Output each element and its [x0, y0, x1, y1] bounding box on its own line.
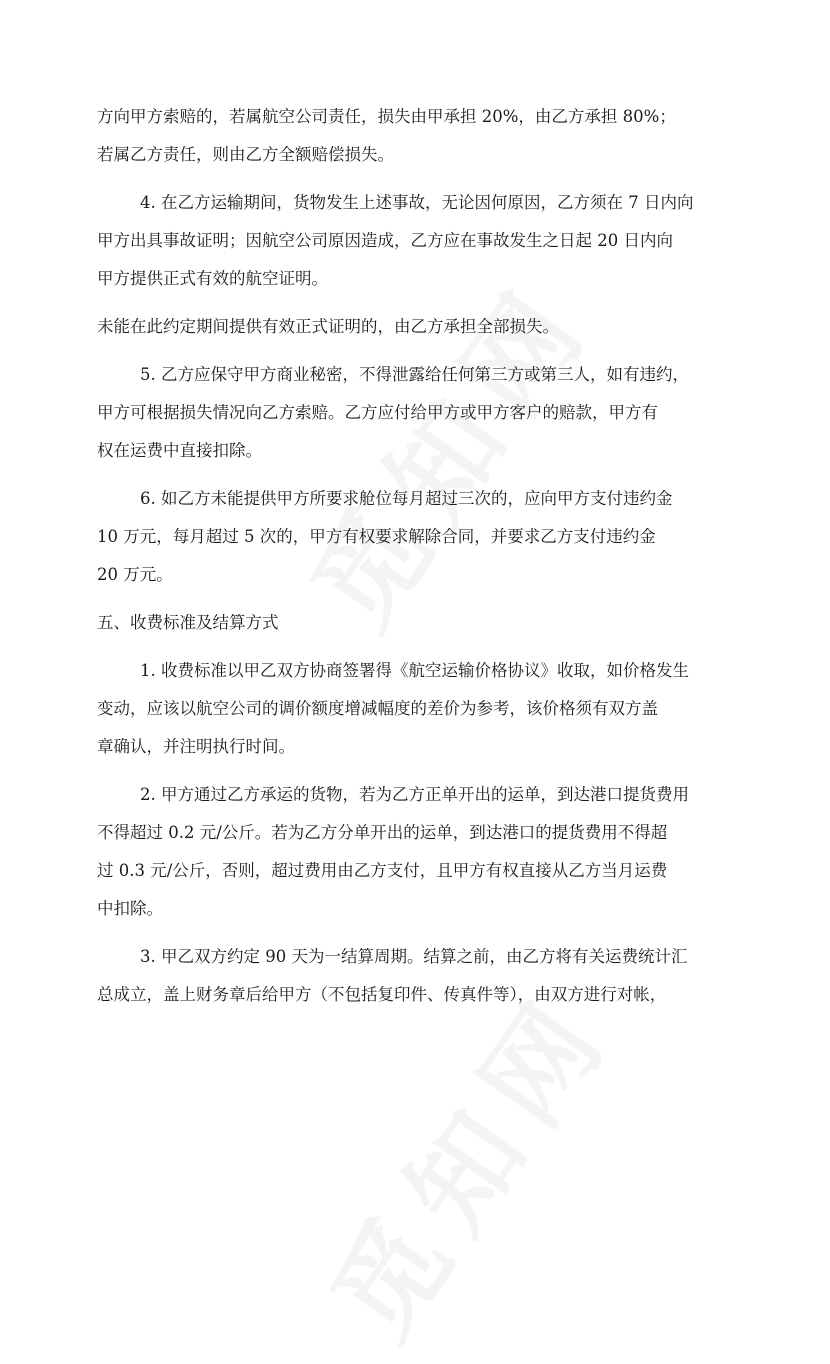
clause-item-5: 5. 乙方应保守甲方商业秘密，不得泄露给任何第三方或第三人，如有违约， [140, 365, 689, 384]
text-line: 方向甲方索赔的，若属航空公司责任，损失由甲承担 20%，由乙方承担 80%； [97, 107, 676, 126]
document-body [97, 98, 737, 1014]
text-line: 中扣除。 [97, 899, 163, 918]
clause-item-2: 2. 甲方通过乙方承运的货物，若为乙方正单开出的运单，到达港口提货费用 [140, 785, 689, 804]
text-line: 20 万元。 [97, 565, 173, 584]
text-line: 总成立，盖上财务章后给甲方（不包括复印件、传真件等），由双方进行对帐， [97, 985, 667, 1004]
text-line: 若属乙方责任，则由乙方全额赔偿损失。 [97, 145, 394, 164]
watermark [288, 954, 641, 1364]
text-line: 10 万元，每月超过 5 次的，甲方有权要求解除合同，并要求乙方支付违约金 [97, 527, 656, 546]
text-line: 权在运费中直接扣除。 [97, 441, 262, 460]
section-heading: 五、收费标准及结算方式 [97, 613, 279, 632]
clause-item-4: 4. 在乙方运输期间，货物发生上述事故，无论因何原因，乙方须在 7 日内向 [140, 193, 694, 212]
text-line: 变动，应该以航空公司的调价额度增减幅度的差价为参考，该价格须有双方盖 [97, 699, 658, 718]
clause-item-3: 3. 甲乙双方约定 90 天为一结算周期。结算之前，由乙方将有关运费统计汇 [140, 947, 688, 966]
clause-item-1: 1. 收费标准以甲乙双方协商签署得《航空运输价格协议》收取，如价格发生 [140, 661, 689, 680]
text-line: 甲方出具事故证明；因航空公司原因造成，乙方应在事故发生之日起 20 日内向 [97, 231, 673, 250]
text-line: 章确认，并注明执行时间。 [97, 737, 295, 756]
text-line: 甲方可根据损失情况向乙方索赔。乙方应付给甲方或甲方客户的赔款，甲方有 [97, 403, 658, 422]
text-line: 甲方提供正式有效的航空证明。 [97, 269, 328, 288]
clause-item-6: 6. 如乙方未能提供甲方所要求舱位每月超过三次的，应向甲方支付违约金 [140, 489, 673, 508]
text-line: 未能在此约定期间提供有效正式证明的，由乙方承担全部损失。 [97, 317, 559, 336]
text-line: 过 0.3 元/公斤，否则，超过费用由乙方支付，且甲方有权直接从乙方当月运费 [97, 861, 668, 880]
text-line: 不得超过 0.2 元/公斤。若为乙方分单开出的运单，到达港口的提货费用不得超 [97, 823, 668, 842]
